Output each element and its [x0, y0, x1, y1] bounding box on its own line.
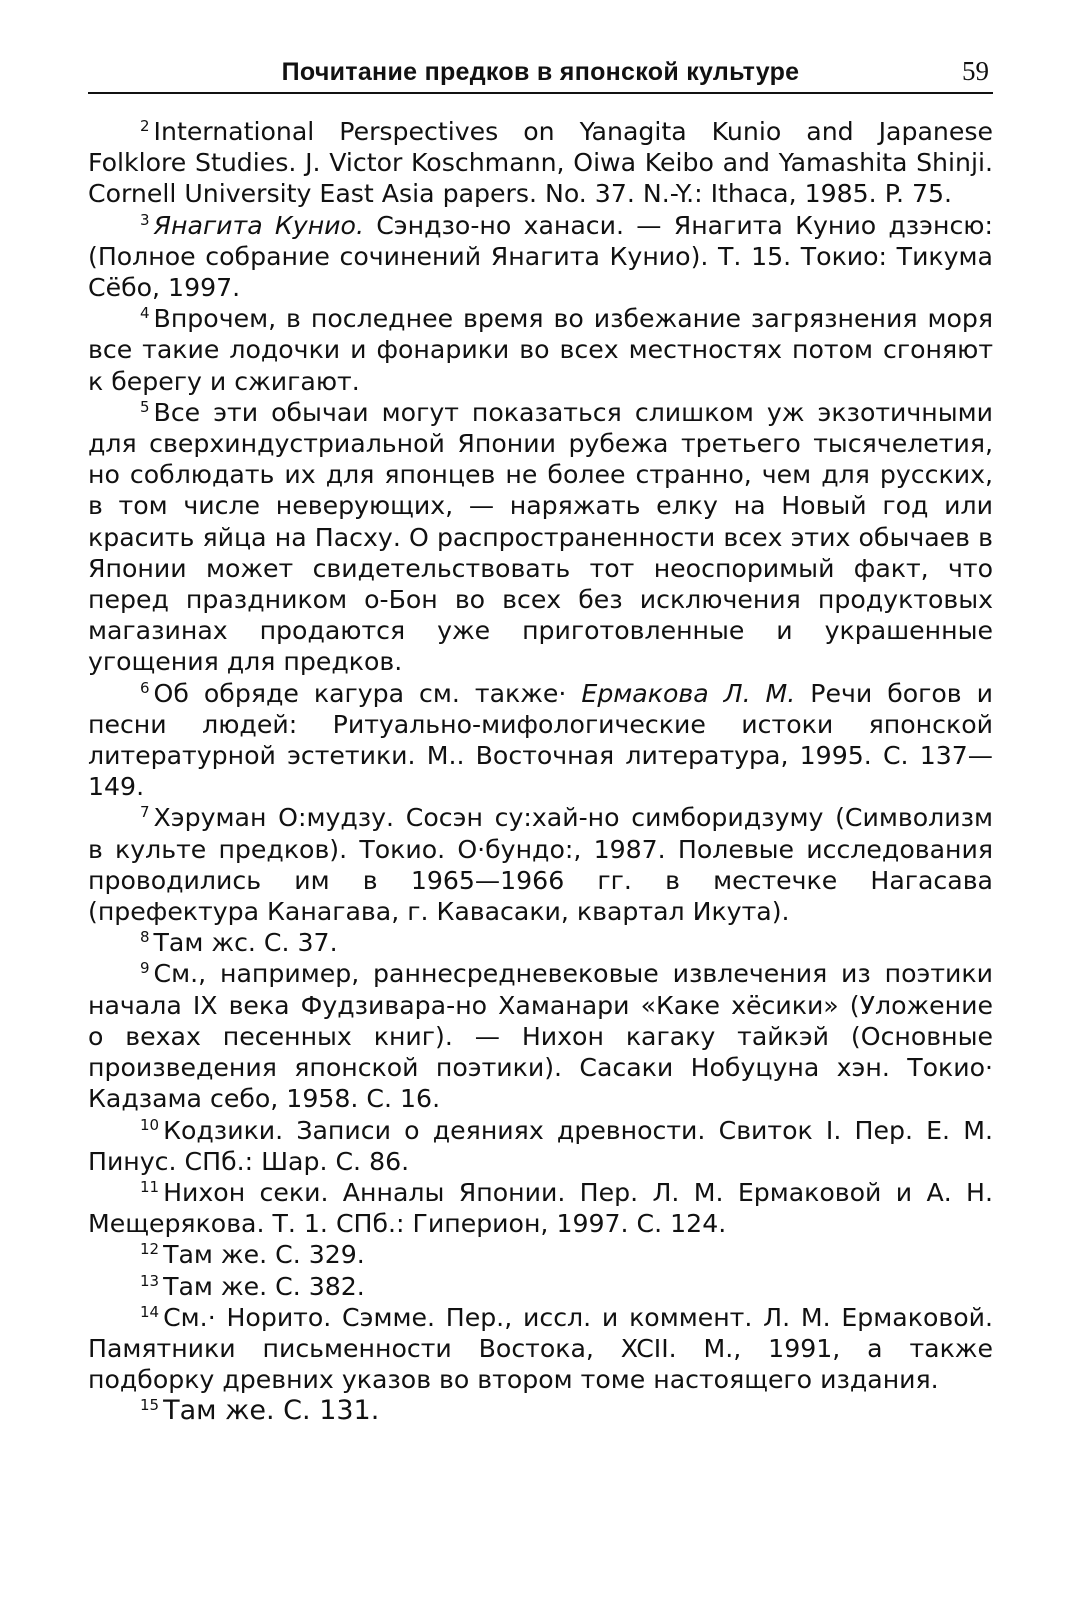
footnote-number: 10 [140, 1115, 160, 1134]
footnote [88, 1115, 993, 1177]
footnote-number: 14 [140, 1302, 160, 1321]
footnote-number: 6 [140, 678, 150, 697]
footnote-text: Сэндзо-но ханаси. — Янагита Кунио дзэнсю: (Полное собрание сочинений Янагита Кунио). Т. 15. Токио: Тикума Сёбо, 1997. [88, 210, 993, 303]
footnote [88, 1271, 993, 1302]
footnote-text: Нихон секи. Анналы Японии. Пер. Л. М. Ермаковой и А. Н. Мещерякова. Т. 1. СПб.: Гиперион, 1997. С. 124. [88, 1177, 993, 1239]
footnote-author: Янагита Кунио. [153, 210, 364, 240]
footnote-text: Там же. С. 382. [163, 1271, 365, 1301]
footnote-number: 8 [140, 928, 150, 947]
footnote [88, 1395, 993, 1426]
footnote [88, 958, 993, 1114]
running-title: Почитание предков в японской культуре [281, 58, 800, 86]
footnote-number: 2 [140, 117, 150, 135]
footnote-text: Все эти обычаи могут показаться слишком уж экзотичными для сверхиндустриальной Японии рубежа третьего тысячелетия, но соблюдать их для японцев не более странно, чем для русских, в том числе неверующих, — наряжать елку на Новый год или красить яйца на Пасху. О распространенности всех этих обычаев в Японии может свидетельствовать тот неоспоримый факт, что перед праздником о-Бон во всех без исключения продуктовых магазинах продаются уже приготовленные и украшенные угощения для предков. [88, 397, 993, 677]
footnote-text: Там же. С. 131. [163, 1395, 380, 1427]
footnote-text: Там же. С. 329. [163, 1240, 365, 1270]
running-header [88, 52, 993, 94]
footnote [88, 802, 993, 927]
footnote-text: Кодзики. Записи о деяниях древности. Свиток I. Пер. Е. М. Пинус. СПб.: Шар. С. 86. [88, 1115, 993, 1176]
footnote [88, 1239, 993, 1270]
footnote-number: 11 [140, 1177, 160, 1196]
footnote [88, 1177, 993, 1239]
footnote [88, 303, 993, 397]
footnote-number: 5 [140, 397, 150, 416]
footnote-text: Хэруман О:мудзу. Сосэн су:хай-но симборидзуму (Символизм в культе предков). Токио. О·бундо:, 1987. Полевые исследования проводились им в 1965—1966 гг. в местечке Нагасава (префектура Канагава, г. Кавасаки, квартал Икута). [88, 803, 993, 927]
footnote-number: 13 [140, 1271, 160, 1290]
footnote [88, 927, 993, 958]
footnote [88, 210, 993, 304]
footnote-number: 12 [140, 1240, 160, 1259]
footnote-text-lead: Об обряде кагура см. также· [153, 678, 582, 708]
footnote [88, 678, 993, 803]
footnote-number: 15 [140, 1396, 160, 1415]
footnote-number: 4 [140, 304, 150, 323]
footnote-number: 3 [140, 210, 150, 229]
footnote-number: 7 [140, 803, 150, 822]
footnote-text: См., например, раннесредневековые извлечения из поэтики начала IX века Фудзивара-но Хаманари «Каке хёсики» (Уложение о вехах песенных книг). — Нихон кагаку тайкэй (Основные произведения японской поэтики). Сасаки Нобуцуна хэн. Токио· Кадзама себо, 1958. С. 16. [88, 959, 993, 1114]
footnote-text: Речи богов и песни людей: Ритуально-мифологические истоки японской литературной эстетики. М.. Восточная литература, 1995. С. 137—149. [88, 678, 993, 802]
footnotes [88, 116, 993, 1427]
page-number: 59 [962, 56, 989, 86]
footnote-author: Ермакова Л. М. [581, 678, 796, 708]
footnote-text: Впрочем, в последнее время во избежание загрязнения моря все такие лодочки и фонарики во всех местностях потом сгоняют к берегу и сжигают. [88, 304, 993, 396]
footnote [88, 116, 993, 210]
footnote-number: 9 [140, 959, 150, 978]
footnote [88, 1302, 993, 1396]
footnote-text: International Perspectives on Yanagita Kunio and Japanese Folklore Studies. J. Victor Koschmann, Oiwa Keibo and Yamashita Shinji. Cornell University East Asia papers. No. 37. N.-Y.: Ithaca, 1985. P. 75. [88, 117, 993, 209]
footnote [88, 397, 993, 678]
footnote-text: См.· Норито. Сэмме. Пер., иссл. и коммент. Л. М. Ермаковой. Памятники письменности Востока, XCII. М., 1991, а также подборку древних указов во втором томе настоящего издания. [88, 1302, 993, 1395]
footnote-text: Там жс. С. 37. [153, 928, 338, 958]
